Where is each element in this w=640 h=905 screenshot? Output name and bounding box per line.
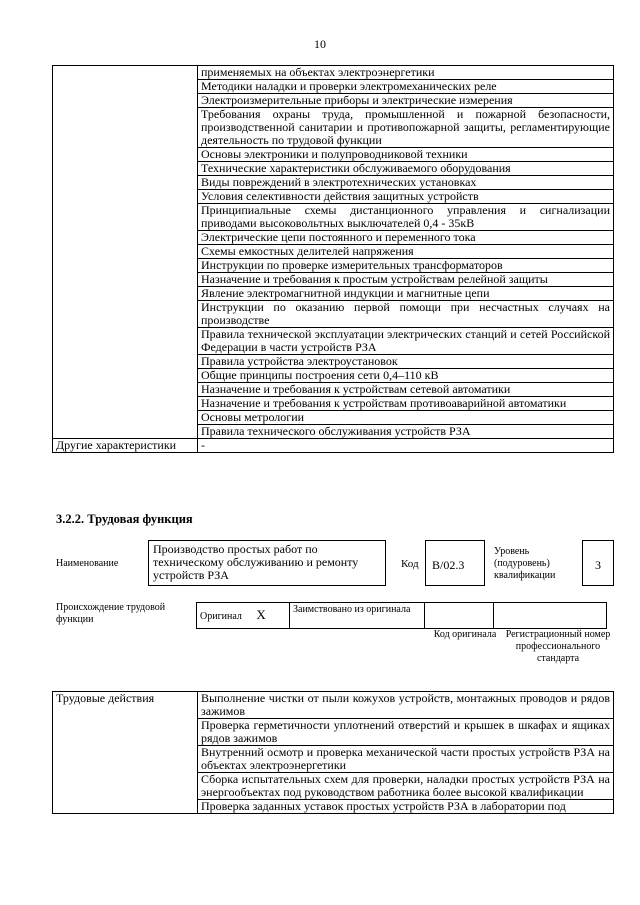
code-original-cell: [425, 603, 494, 629]
function-name-box: [148, 540, 386, 586]
knowledge-item: Условия селективности действия защитных устройств: [198, 190, 614, 204]
knowledge-item: Инструкции по оказанию первой помощи при несчастных случаях на производстве: [198, 301, 614, 328]
origin-table: [196, 602, 607, 629]
level-label: Уровень (подуровень) квалификации: [494, 546, 556, 581]
original-label: Оригинал: [200, 611, 242, 622]
action-item: Проверка заданных уставок простых устройств РЗА в лаборатории под: [198, 800, 614, 814]
action-item: Выполнение чистки от пыли кожухов устройств, монтажных проводов и рядов зажимов: [198, 692, 614, 719]
action-row: [53, 692, 614, 719]
actions-left-label: Трудовые действия: [53, 692, 198, 814]
level-box: [582, 540, 614, 586]
function-name: Производство простых работ по техническому обслуживанию и ремонту устройств РЗА: [153, 542, 359, 582]
knowledge-item: Основы метрологии: [198, 411, 614, 425]
original-cell: [197, 603, 290, 629]
original-mark: X: [256, 607, 266, 622]
knowledge-item: Общие принципы построения сети 0,4–110 кВ: [198, 369, 614, 383]
knowledge-item: Инструкции по проверке измерительных трансформаторов: [198, 259, 614, 273]
page-number: 10: [314, 37, 326, 51]
knowledge-item: Электроизмерительные приборы и электрические измерения: [198, 94, 614, 108]
knowledge-item: Виды повреждений в электротехнических установках: [198, 176, 614, 190]
code-label: Код: [401, 558, 419, 570]
knowledge-item: Назначение и требования к устройствам сетевой автоматики: [198, 383, 614, 397]
action-item: Внутренний осмотр и проверка механической части простых устройств РЗА на объектах электроэнергетики: [198, 746, 614, 773]
knowledge-row: [53, 66, 614, 80]
actions-table: [52, 691, 614, 814]
other-characteristics-label: Другие характеристики: [53, 439, 198, 453]
knowledge-item: Технические характеристики обслуживаемого оборудования: [198, 162, 614, 176]
knowledge-item: Принципиальные схемы дистанционного управления и сигнализации приводами высоковольтных выключателей 0,4 - 35кВ: [198, 204, 614, 231]
knowledge-item: Требования охраны труда, промышленной и пожарной безопасности, производственной санитарии и противопожарной защиты, регламентирующие деятельность по трудовой функции: [198, 108, 614, 148]
knowledge-item: Электрические цепи постоянного и переменного тока: [198, 231, 614, 245]
knowledge-item: Назначение и требования к устройствам противоаварийной автоматики: [198, 397, 614, 411]
knowledge-item: Схемы емкостных делителей напряжения: [198, 245, 614, 259]
action-item: Проверка герметичности уплотнений отверстий и крышек в шкафах и ящиках рядов зажимов: [198, 719, 614, 746]
knowledge-item: Методики наладки и проверки электромеханических реле: [198, 80, 614, 94]
section-heading: 3.2.2. Трудовая функция: [56, 512, 193, 526]
knowledge-table: [52, 65, 614, 453]
knowledge-item: Правила технической эксплуатации электрических станций и сетей Российской Федерации в части устройств РЗА: [198, 328, 614, 355]
code-value: B/02.3: [432, 558, 465, 572]
borrowed-cell: [290, 603, 425, 629]
knowledge-item: Явление электромагнитной индукции и магнитные цепи: [198, 287, 614, 301]
borrowed-label: Заимствовано из оригинала: [293, 604, 411, 615]
other-characteristics-row: [53, 439, 614, 453]
knowledge-item: Правила технического обслуживания устройств РЗА: [198, 425, 614, 439]
knowledge-left-cell: [53, 66, 198, 439]
knowledge-item: Правила устройства электроустановок: [198, 355, 614, 369]
code-box: [425, 540, 485, 586]
knowledge-item: применяемых на объектах электроэнергетики: [198, 66, 614, 80]
reg-number-caption: Регистрационный номер профессионального стандарта: [505, 629, 611, 664]
knowledge-item: Основы электроники и полупроводниковой техники: [198, 148, 614, 162]
reg-number-cell: [494, 603, 607, 629]
action-item: Сборка испытательных схем для проверки, наладки простых устройств РЗА на энергообъектах под руководством работника более высокой квалификации: [198, 773, 614, 800]
code-original-caption: Код оригинала: [433, 629, 497, 640]
name-label: Наименование: [56, 558, 119, 569]
level-value: 3: [595, 558, 601, 572]
knowledge-item: Назначение и требования к простым устройствам релейной защиты: [198, 273, 614, 287]
other-characteristics-value: -: [198, 439, 614, 453]
origin-label: Происхождение трудовой функции: [56, 602, 166, 625]
